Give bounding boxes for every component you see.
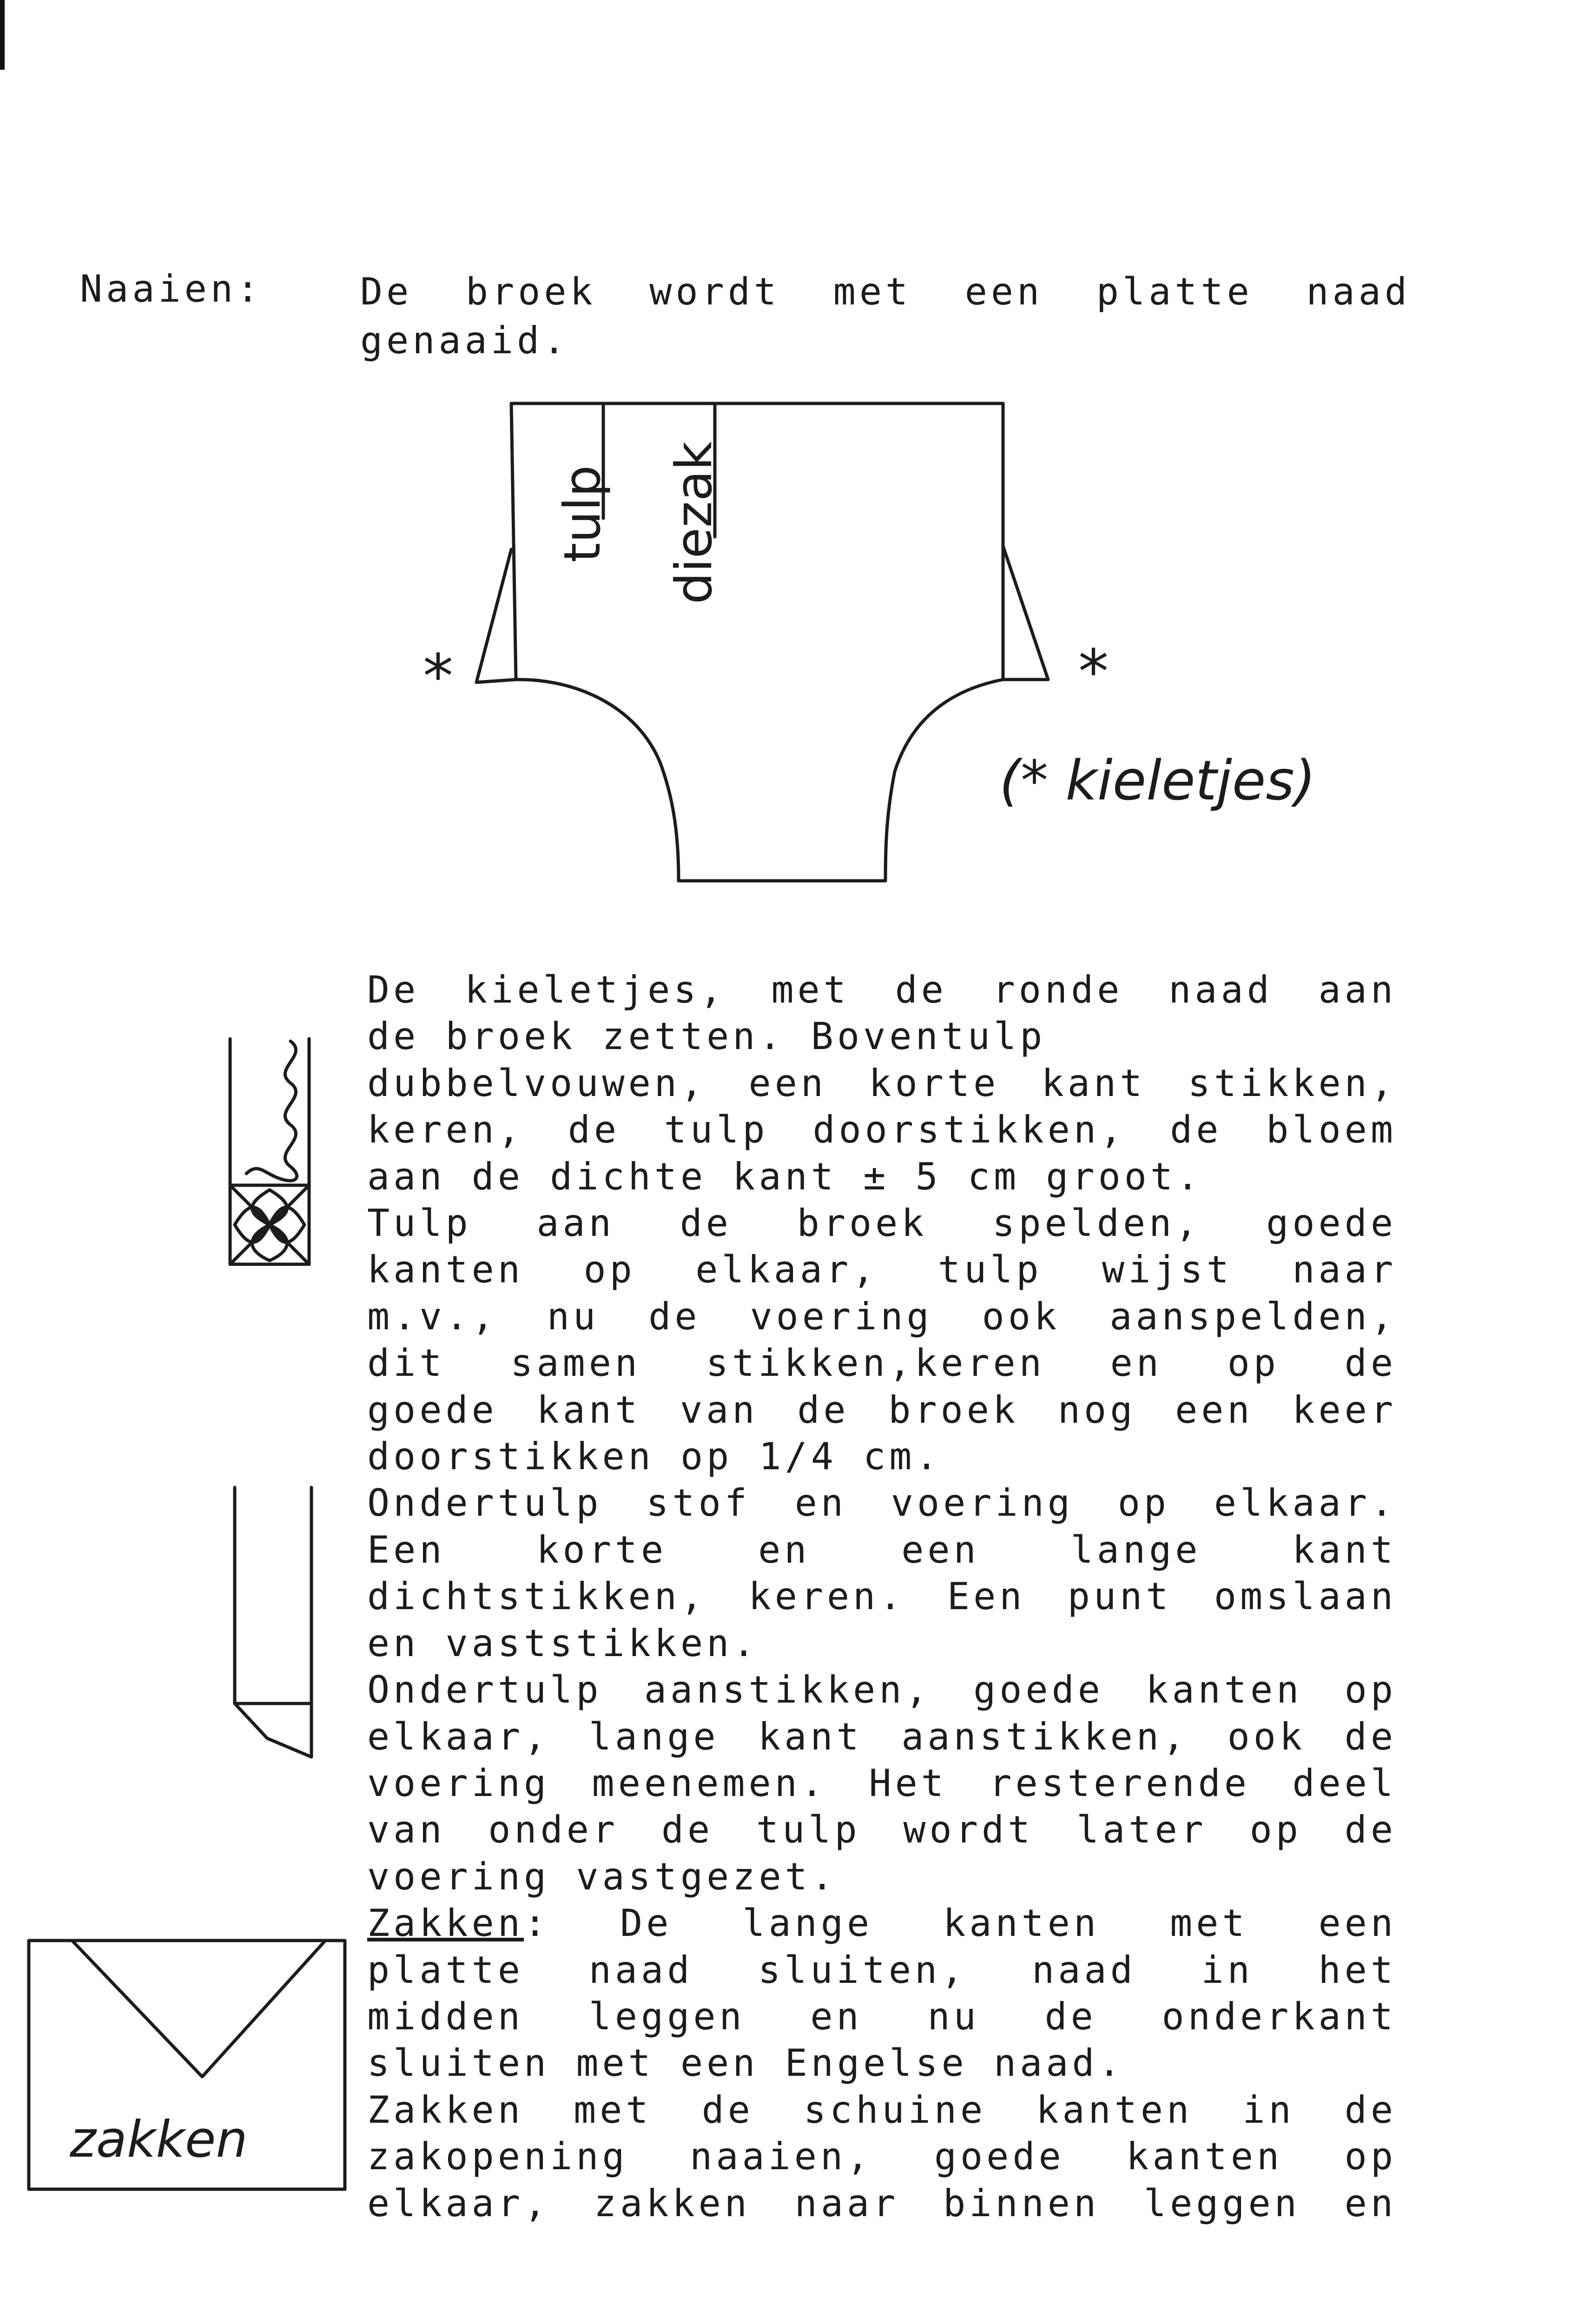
instruction-line: goede kant van de broek nog een keer <box>367 1388 1397 1432</box>
instruction-line: voering meenemen. Het resterende deel <box>367 1761 1397 1805</box>
broek-pattern-drawing <box>423 403 1316 881</box>
tulp-label: tulp <box>554 465 612 562</box>
kieletje-right <box>1003 546 1048 680</box>
instruction-line: dit samen stikken,keren en op de <box>367 1341 1397 1385</box>
instruction-line: dichtstikken, keren. Een punt omslaan <box>367 1575 1397 1618</box>
instruction-line: m.v., nu de voering ook aanspelden, <box>367 1294 1397 1338</box>
asterisk-right: * <box>1078 636 1109 707</box>
intro-line: genaaid. <box>360 319 569 362</box>
kieletje-left <box>476 549 516 682</box>
instruction-line: aan de dichte kant ± 5 cm groot. <box>367 1155 1203 1198</box>
intro-line: De broek wordt met een platte naad <box>360 270 1411 313</box>
instruction-line: doorstikken op 1/4 cm. <box>367 1435 942 1479</box>
instruction-line: voering vastgezet. <box>367 1855 837 1898</box>
instruction-line: de broek zetten. Boventulp <box>367 1015 1046 1058</box>
instruction-line: Ondertulp stof en voering op elkaar. <box>367 1481 1397 1525</box>
ondertulp-drawing <box>235 1487 311 1757</box>
instruction-line: midden leggen en nu de onderkant <box>367 1994 1397 2038</box>
zakken-heading: Zakken <box>367 1901 524 1945</box>
instruction-line: elkaar, lange kant aanstikken, ook de <box>367 1715 1397 1758</box>
instruction-line: elkaar, zakken naar binnen leggen en <box>367 2181 1397 2225</box>
instruction-line: kanten op elkaar, tulp wijst naar <box>367 1248 1397 1292</box>
instruction-line: Zakken met de schuine kanten in de <box>367 2088 1397 2132</box>
instruction-line: Een korte en een lange kant <box>367 1528 1397 1571</box>
instruction-line: Tulp aan de broek spelden, goede <box>367 1202 1397 1245</box>
asterisk-left: * <box>423 641 453 712</box>
zakken-drawing <box>29 1941 345 2189</box>
instruction-line: van onder de tulp wordt later op de <box>367 1808 1397 1852</box>
diezak-label: diezak <box>665 441 723 604</box>
instruction-line: keren, de tulp doorstikken, de bloem <box>367 1108 1397 1152</box>
section-label: Naaien: <box>80 267 263 310</box>
instruction-line: De kieletjes, met de ronde naad aan <box>367 968 1397 1011</box>
ondertulp-point <box>235 1703 311 1757</box>
instruction-line: Ondertulp aanstikken, goede kanten op <box>367 1668 1397 1712</box>
boventulp-drawing <box>230 1039 309 1264</box>
ondertulp-outline <box>235 1487 311 1703</box>
instructions <box>367 967 1397 2227</box>
instruction-line: sluiten met een Engelse naad. <box>367 2041 1124 2085</box>
instruction-line: en vaststikken. <box>367 1621 759 1665</box>
kieletjes-note: (* kieletjes) <box>999 748 1316 812</box>
boventulp-outline <box>230 1039 309 1264</box>
zakken-heading-line <box>367 1900 1397 1947</box>
zakken-v-opening <box>72 1941 325 2077</box>
zakken-label: zakken <box>70 2111 248 2169</box>
instruction-line: platte naad sluiten, naad in het <box>367 1948 1397 1992</box>
zakken-heading-rest: : De lange kanten met een <box>523 1901 1397 1945</box>
instruction-line: dubbelvouwen, een korte kant stikken, <box>367 1061 1397 1105</box>
boventulp-wave <box>246 1041 297 1181</box>
instruction-line: zakopening naaien, goede kanten op <box>367 2135 1397 2179</box>
